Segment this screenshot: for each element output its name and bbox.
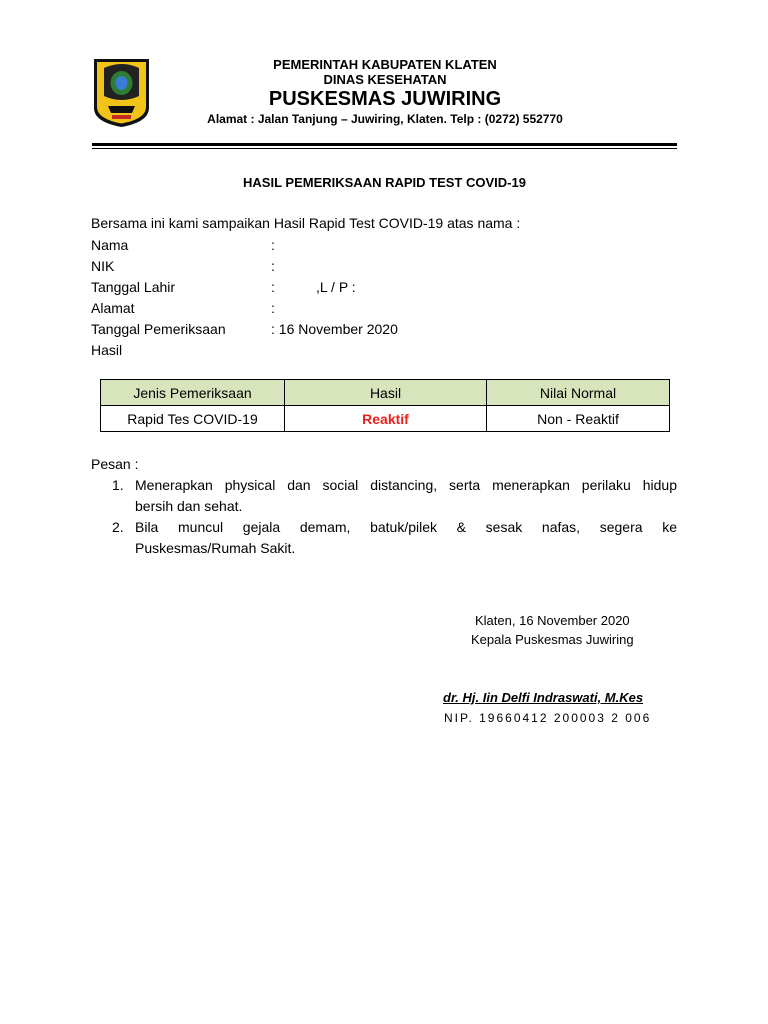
- header-divider-thin: [92, 148, 677, 149]
- header-address: Alamat : Jalan Tanjung – Juwiring, Klaten. Telp : (0272) 552770: [207, 112, 563, 126]
- pesan-item-text-cont: Puskesmas/Rumah Sakit.: [135, 540, 296, 556]
- field-label-nama: Nama: [91, 237, 129, 253]
- table-header-hasil: Hasil: [285, 380, 487, 406]
- table-header-row: [101, 380, 670, 406]
- header-institution: PUSKESMAS JUWIRING: [268, 88, 502, 110]
- pesan-item-text: Bila muncul gejala demam, batuk/pilek & sesak nafas, segera ke: [135, 519, 677, 535]
- signature-name: dr. Hj. Iin Delfi Indraswati, M.Kes: [443, 690, 644, 705]
- pesan-item-text: Menerapkan physical dan social distancing, serta menerapkan perilaku hidup: [135, 477, 677, 493]
- table-row: [101, 406, 670, 432]
- signature-position: Kepala Puskesmas Juwiring: [471, 632, 634, 647]
- document-title: HASIL PEMERIKSAAN RAPID TEST COVID-19: [243, 175, 526, 190]
- field-label-hasil: Hasil: [91, 342, 123, 358]
- klaten-regency-emblem-icon: [91, 56, 152, 129]
- header-divider-thick: [92, 143, 677, 146]
- signature-nip: NIP. 19660412 200003 2 006: [444, 711, 652, 725]
- header-government: PEMERINTAH KABUPATEN KLATEN: [273, 57, 497, 72]
- field-gender: ,L / P :: [316, 279, 356, 295]
- field-sep-tanggal-lahir: :: [271, 279, 275, 295]
- field-sep-alamat: :: [271, 300, 275, 316]
- table-header-nilai-normal: Nilai Normal: [487, 380, 670, 406]
- signature-place-date: Klaten, 16 November 2020: [475, 613, 630, 628]
- result-table: [100, 379, 670, 432]
- pesan-item-text-cont: bersih dan sehat.: [135, 498, 243, 514]
- field-label-nik: NIK: [91, 258, 115, 274]
- pesan-item-number: 2.: [112, 519, 124, 535]
- field-label-tanggal-lahir: Tanggal Lahir: [91, 279, 176, 295]
- field-value-tanggal-pemeriksaan: : 16 November 2020: [271, 321, 398, 337]
- table-cell-hasil: Reaktif: [285, 406, 487, 432]
- field-label-alamat: Alamat: [91, 300, 135, 316]
- pesan-label: Pesan :: [91, 456, 139, 472]
- regency-logo: [91, 56, 152, 129]
- header-department: DINAS KESEHATAN: [323, 72, 447, 87]
- table-cell-jenis: Rapid Tes COVID-19: [101, 406, 285, 432]
- pesan-item-number: 1.: [112, 477, 124, 493]
- field-label-tanggal-pemeriksaan: Tanggal Pemeriksaan: [91, 321, 226, 337]
- field-sep-nik: :: [271, 258, 275, 274]
- table-cell-nilai-normal: Non - Reaktif: [487, 406, 670, 432]
- intro-text: Bersama ini kami sampaikan Hasil Rapid Test COVID-19 atas nama :: [91, 215, 521, 231]
- field-sep-nama: :: [271, 237, 275, 253]
- table-header-jenis: Jenis Pemeriksaan: [101, 380, 285, 406]
